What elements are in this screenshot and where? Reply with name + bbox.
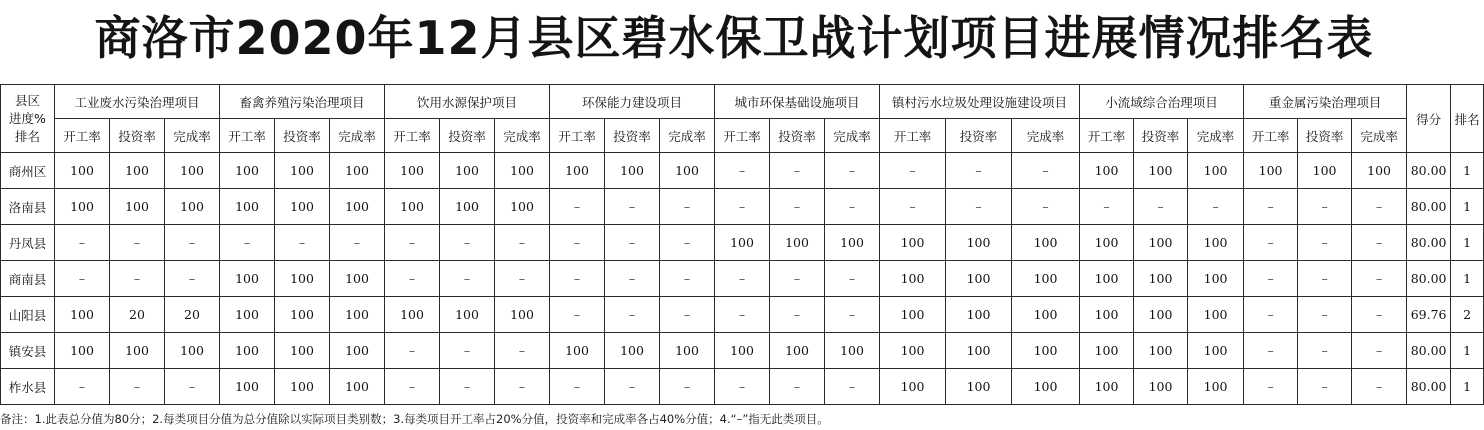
rank-cell: 1 [1451, 189, 1484, 225]
table-cell: 100 [1080, 225, 1134, 261]
table-cell: 100 [220, 153, 275, 189]
table-cell: – [440, 333, 495, 369]
county-name: 商州区 [1, 153, 55, 189]
table-cell: 100 [880, 225, 946, 261]
table-cell: 100 [1244, 153, 1298, 189]
table-cell: 100 [550, 333, 605, 369]
table-cell: 100 [1012, 333, 1080, 369]
table-row [1, 369, 1484, 405]
rank-cell: 1 [1451, 369, 1484, 405]
metric-header: 投资率 [440, 119, 495, 153]
table-cell: – [825, 189, 880, 225]
table-cell: 100 [440, 153, 495, 189]
table-cell: 100 [330, 153, 385, 189]
table-cell: – [770, 369, 825, 405]
header-row-groups [1, 85, 1484, 119]
table-cell: – [770, 261, 825, 297]
metric-header: 完成率 [825, 119, 880, 153]
score-cell: 69.76 [1407, 297, 1451, 333]
group-header: 小流域综合治理项目 [1080, 85, 1244, 119]
county-name: 柞水县 [1, 369, 55, 405]
table-cell: 100 [330, 189, 385, 225]
table-cell: – [605, 297, 660, 333]
table-cell: 100 [165, 333, 220, 369]
table-cell: 100 [770, 333, 825, 369]
table-cell: 100 [110, 189, 165, 225]
metric-header: 开工率 [715, 119, 770, 153]
score-cell: 80.00 [1407, 369, 1451, 405]
table-row [1, 261, 1484, 297]
table-cell: 100 [220, 261, 275, 297]
table-cell: – [495, 225, 550, 261]
table-cell: 100 [1188, 153, 1244, 189]
metric-header: 开工率 [220, 119, 275, 153]
table-cell: 100 [55, 333, 110, 369]
table-cell: – [440, 369, 495, 405]
metric-header: 投资率 [770, 119, 825, 153]
table-cell: – [715, 189, 770, 225]
score-cell: 80.00 [1407, 153, 1451, 189]
metric-header: 完成率 [165, 119, 220, 153]
table-row [1, 189, 1484, 225]
page-title: 商洛市2020年12月县区碧水保卫战计划项目进展情况排名表 [94, 11, 1374, 65]
table-cell: 100 [1134, 225, 1188, 261]
table-cell: – [715, 297, 770, 333]
table-cell: – [1188, 189, 1244, 225]
rank-cell: 1 [1451, 261, 1484, 297]
table-cell: 100 [1134, 333, 1188, 369]
table-cell: – [1244, 225, 1298, 261]
table-cell: – [165, 369, 220, 405]
table-cell: – [1244, 297, 1298, 333]
table-cell: 100 [946, 261, 1012, 297]
footnote: 备注：1.此表总分值为80分；2.每类项目分值为总分值除以实际项目类别数；3.每类项目开工率占20%分值，投资率和完成率各占40%分值；4.“–”指无此类项目。 [0, 412, 829, 426]
table-cell: 100 [1134, 297, 1188, 333]
table-cell: – [770, 153, 825, 189]
table-cell: – [110, 261, 165, 297]
table-row [1, 333, 1484, 369]
table-cell: 100 [1188, 297, 1244, 333]
table-cell: – [880, 189, 946, 225]
table-cell: 100 [946, 333, 1012, 369]
table-cell: 100 [275, 333, 330, 369]
table-cell: – [1298, 333, 1352, 369]
score-cell: 80.00 [1407, 261, 1451, 297]
county-name: 山阳县 [1, 297, 55, 333]
header-row-metrics [1, 119, 1484, 153]
table-cell: – [220, 225, 275, 261]
table-cell: 100 [770, 225, 825, 261]
score-cell: 80.00 [1407, 189, 1451, 225]
table-cell: – [550, 261, 605, 297]
metric-header: 投资率 [1134, 119, 1188, 153]
table-cell: – [110, 225, 165, 261]
table-cell: – [385, 333, 440, 369]
table-cell: 100 [330, 261, 385, 297]
table-cell: – [946, 153, 1012, 189]
table-cell: – [1352, 225, 1407, 261]
rank-cell: 1 [1451, 333, 1484, 369]
table-cell: – [770, 297, 825, 333]
table-cell: – [550, 369, 605, 405]
metric-header: 完成率 [330, 119, 385, 153]
table-cell: – [825, 261, 880, 297]
group-header: 城市环保基础设施项目 [715, 85, 880, 119]
metric-header: 完成率 [1188, 119, 1244, 153]
table-cell: – [385, 261, 440, 297]
rank-header: 排名 [1451, 85, 1484, 153]
table-cell: 100 [330, 297, 385, 333]
metric-header: 开工率 [385, 119, 440, 153]
table-cell: – [660, 297, 715, 333]
metric-header: 完成率 [1352, 119, 1407, 153]
table-cell: – [1244, 333, 1298, 369]
table-cell: – [1244, 369, 1298, 405]
table-cell: 100 [495, 297, 550, 333]
county-name: 洛南县 [1, 189, 55, 225]
table-cell: – [825, 369, 880, 405]
table-cell: – [495, 333, 550, 369]
table-cell: 100 [220, 189, 275, 225]
table-cell: – [1298, 225, 1352, 261]
table-cell: 100 [495, 189, 550, 225]
metric-header: 投资率 [1298, 119, 1352, 153]
table-cell: – [165, 261, 220, 297]
metric-header: 完成率 [1012, 119, 1080, 153]
metric-header: 投资率 [605, 119, 660, 153]
table-cell: – [495, 261, 550, 297]
table-cell: 100 [1080, 369, 1134, 405]
table-cell: – [715, 153, 770, 189]
table-cell: – [660, 189, 715, 225]
table-cell: 100 [715, 225, 770, 261]
table-cell: – [770, 189, 825, 225]
table-cell: 100 [330, 369, 385, 405]
metric-header: 投资率 [275, 119, 330, 153]
county-name: 商南县 [1, 261, 55, 297]
table-cell: – [715, 261, 770, 297]
metric-header: 完成率 [660, 119, 715, 153]
table-cell: 20 [110, 297, 165, 333]
table-cell: 100 [1188, 333, 1244, 369]
corner-header-line: 进度% [9, 110, 46, 126]
table-cell: – [660, 261, 715, 297]
table-cell: 100 [880, 369, 946, 405]
table-cell: 100 [385, 153, 440, 189]
table-cell: 100 [946, 369, 1012, 405]
table-cell: 100 [1012, 261, 1080, 297]
table-cell: 100 [110, 333, 165, 369]
table-cell: 100 [946, 225, 1012, 261]
metric-header: 开工率 [1244, 119, 1298, 153]
table-cell: – [660, 225, 715, 261]
table-cell: – [1298, 189, 1352, 225]
table-cell: 100 [1134, 153, 1188, 189]
table-cell: – [946, 189, 1012, 225]
group-header: 工业废水污染治理项目 [55, 85, 220, 119]
table-cell: 100 [275, 369, 330, 405]
table-cell: – [605, 261, 660, 297]
group-header: 饮用水源保护项目 [385, 85, 550, 119]
table-cell: 100 [55, 153, 110, 189]
table-cell: – [880, 153, 946, 189]
table-cell: 100 [1080, 261, 1134, 297]
metric-header: 投资率 [946, 119, 1012, 153]
ranking-table [0, 84, 1484, 405]
table-cell: 100 [605, 333, 660, 369]
table-cell: 100 [1080, 333, 1134, 369]
group-header: 环保能力建设项目 [550, 85, 715, 119]
metric-header: 开工率 [1080, 119, 1134, 153]
table-cell: 100 [1080, 297, 1134, 333]
table-cell: 100 [440, 189, 495, 225]
table-cell: 100 [495, 153, 550, 189]
table-cell: 100 [1080, 153, 1134, 189]
rank-cell: 1 [1451, 225, 1484, 261]
metric-header: 开工率 [550, 119, 605, 153]
table-cell: – [1352, 189, 1407, 225]
table-cell: 100 [660, 153, 715, 189]
corner-header-line: 排名 [14, 128, 40, 144]
table-cell: 100 [275, 189, 330, 225]
table-cell: – [110, 369, 165, 405]
table-cell: 100 [1298, 153, 1352, 189]
table-cell: – [715, 369, 770, 405]
table-cell: – [165, 225, 220, 261]
table-cell: – [495, 369, 550, 405]
table-cell: 100 [825, 333, 880, 369]
table-cell: 100 [385, 189, 440, 225]
table-cell: – [605, 189, 660, 225]
table-cell: – [1134, 189, 1188, 225]
table-cell: 100 [440, 297, 495, 333]
score-cell: 80.00 [1407, 333, 1451, 369]
table-cell: 100 [220, 369, 275, 405]
table-cell: 100 [55, 297, 110, 333]
table-cell: – [825, 297, 880, 333]
table-cell: 100 [385, 297, 440, 333]
table-cell: 100 [825, 225, 880, 261]
corner-header [1, 85, 55, 153]
table-cell: – [1298, 369, 1352, 405]
table-cell: – [660, 369, 715, 405]
table-cell: – [385, 369, 440, 405]
rank-cell: 2 [1451, 297, 1484, 333]
table-cell: 100 [550, 153, 605, 189]
table-cell: – [1244, 189, 1298, 225]
table-cell: 100 [275, 153, 330, 189]
table-cell: 100 [165, 153, 220, 189]
table-cell: 100 [55, 189, 110, 225]
table-cell: 100 [220, 333, 275, 369]
table-cell: – [1352, 333, 1407, 369]
table-cell: – [550, 225, 605, 261]
group-header: 重金属污染治理项目 [1244, 85, 1407, 119]
table-row [1, 225, 1484, 261]
table-cell: 100 [605, 153, 660, 189]
table-cell: – [55, 369, 110, 405]
score-header: 得分 [1407, 85, 1451, 153]
table-cell: – [825, 153, 880, 189]
table-cell: – [1012, 189, 1080, 225]
metric-header: 开工率 [880, 119, 946, 153]
table-cell: 100 [880, 297, 946, 333]
table-cell: 100 [946, 297, 1012, 333]
table-cell: – [1352, 261, 1407, 297]
group-header: 畜禽养殖污染治理项目 [220, 85, 385, 119]
table-cell: – [605, 225, 660, 261]
table-cell: 100 [220, 297, 275, 333]
table-cell: 100 [660, 333, 715, 369]
table-cell: – [1244, 261, 1298, 297]
table-cell: 20 [165, 297, 220, 333]
metric-header: 完成率 [495, 119, 550, 153]
table-cell: 100 [1188, 261, 1244, 297]
county-name: 镇安县 [1, 333, 55, 369]
table-cell: 100 [1012, 225, 1080, 261]
table-cell: 100 [1134, 369, 1188, 405]
score-cell: 80.00 [1407, 225, 1451, 261]
table-cell: – [1352, 369, 1407, 405]
table-cell: 100 [330, 333, 385, 369]
table-row [1, 297, 1484, 333]
corner-header-line: 县区 [14, 92, 40, 108]
rank-cell: 1 [1451, 153, 1484, 189]
table-cell: – [550, 189, 605, 225]
table-cell: – [55, 225, 110, 261]
table-cell: 100 [1188, 225, 1244, 261]
table-cell: – [330, 225, 385, 261]
table-cell: – [550, 297, 605, 333]
table-cell: 100 [275, 297, 330, 333]
table-cell: 100 [110, 153, 165, 189]
table-cell: 100 [1012, 297, 1080, 333]
table-cell: 100 [880, 333, 946, 369]
table-cell: 100 [1134, 261, 1188, 297]
table-cell: – [385, 225, 440, 261]
table-cell: 100 [1188, 369, 1244, 405]
table-cell: – [1298, 261, 1352, 297]
metric-header: 投资率 [110, 119, 165, 153]
table-cell: – [605, 369, 660, 405]
table-cell: – [1080, 189, 1134, 225]
table-cell: 100 [1012, 369, 1080, 405]
table-cell: 100 [1352, 153, 1407, 189]
table-cell: – [440, 225, 495, 261]
table-cell: – [275, 225, 330, 261]
table-cell: – [1298, 297, 1352, 333]
table-cell: – [440, 261, 495, 297]
table-cell: 100 [715, 333, 770, 369]
table-cell: 100 [880, 261, 946, 297]
county-name: 丹凤县 [1, 225, 55, 261]
table-row [1, 153, 1484, 189]
group-header: 镇村污水垃圾处理设施建设项目 [880, 85, 1080, 119]
table-cell: 100 [275, 261, 330, 297]
table-cell: – [55, 261, 110, 297]
metric-header: 开工率 [55, 119, 110, 153]
table-cell: – [1012, 153, 1080, 189]
table-cell: – [1352, 297, 1407, 333]
table-cell: 100 [165, 189, 220, 225]
